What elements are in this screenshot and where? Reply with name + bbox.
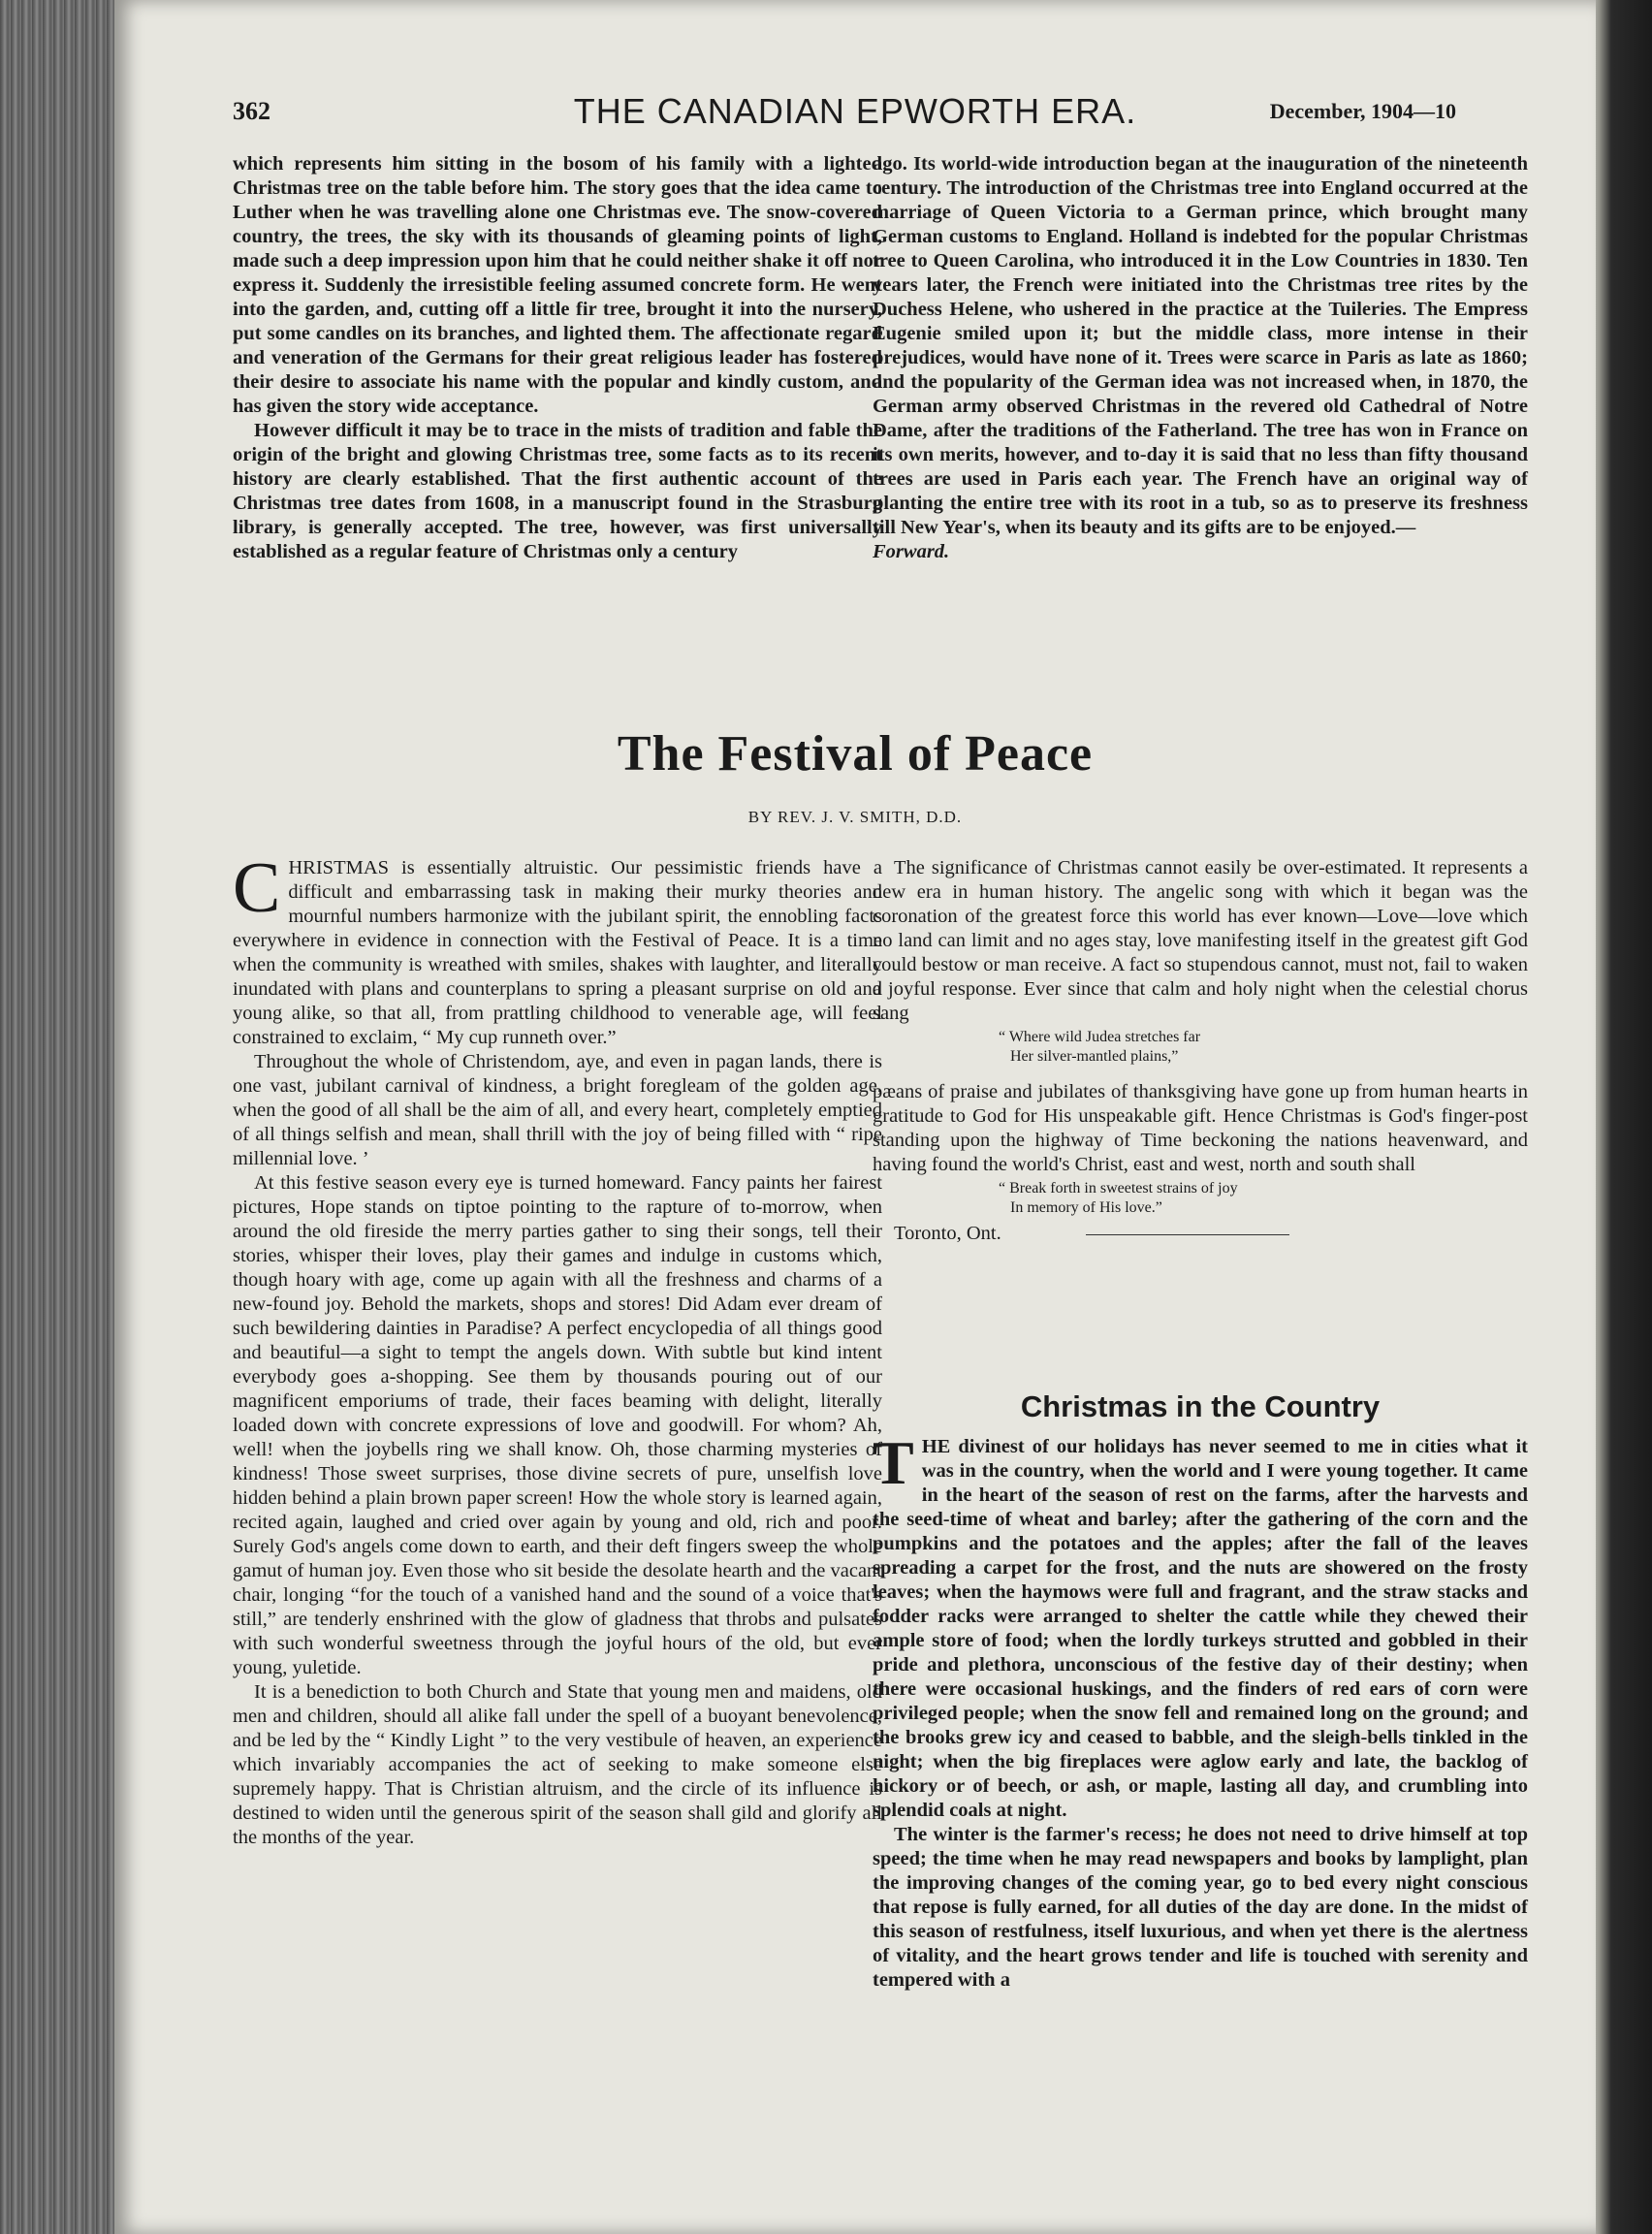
article-paragraph: The significance of Christmas cannot easily be over-estimated. It represents a new era in human history. The angelic song with which it began was the coronation of the greatest force this world has ever known—Love—love which no land can limit and no ages stay, love manifesting itself in the greatest gift God could bestow or man receive. A fact so stupendous cannot, must not, fail to waken a joyful response. Ever since that calm and holy night when the celestial chorus sang xyxy=(873,857,1528,1024)
article-paragraph: The winter is the farmer's recess; he does not need to drive himself at top speed; the time when he may read newspapers and books by lamplight, plan the improving changes of the coming year, go to bed every night conscious that repose is fully earned, for all duties of the day are done. In the midst of this season of restfulness, itself luxurious, and when yet there is the alertness of vitality, and the heart grows tender and life is touched with serenity and tempered with a xyxy=(873,1824,1528,1991)
article-paragraph: pæans of praise and jubilates of thanksgiving have gone up from human hearts in gratitude to God for His unspeakable gift. Hence Christmas is God's finger-post standing upon the highway of Time beckoning the nations heavenward, and having found the world's Christ, east and west, north and south shall xyxy=(873,1081,1528,1175)
article-paragraph: However difficult it may be to trace in the mists of tradition and fable the origin of the bright and glowing Christmas tree, some facts as to its recent history are clearly established. That the first authentic account of the Christmas tree dates from 1608, in a manuscript found in the Strasburg library, is generally accepted. The tree, however, was first universally established as a regular feature of Christmas only a century xyxy=(233,420,882,562)
article-byline: BY REV. J. V. SMITH, D.D. xyxy=(747,808,963,826)
magazine-title: THE CANADIAN EPWORTH ERA. xyxy=(573,91,1137,131)
section-divider xyxy=(1086,1234,1289,1235)
article-source: Forward. xyxy=(873,541,950,562)
signature: Toronto, Ont. xyxy=(894,1223,1001,1244)
page-number: 362 xyxy=(233,97,270,125)
article-paragraph: CHRISTMAS is essentially altruistic. Our pessimistic friends have a difficult and embarrassing task in making their murky theories and mournful numbers harmonize with the jubilant spirit, the ennobling facts everywhere in evidence in connection with the Festival of Peace. It is a time when the community is wreathed with smiles, shakes with laughter, and literally inundated with plans and counterplans to spring a pleasant surprise on old and young alike, so that all, from prattling childhood to venerable age, will feel constrained to exclaim, “ My cup runneth over.” xyxy=(233,848,882,1048)
article-paragraph: At this festive season every eye is turned homeward. Fancy paints her fairest pictures, Hope stands on tiptoe pointing to the rapture of to-morrow, when around the old fireside the merry parties gather to sing their songs, tell their stories, whisper their loves, play their games and indulge in customs which, though hoary with age, come up again with all the freshness and charms of a new-found joy. Behold the markets, shops and stores! Did Adam ever dream of such bewildering dainties in Paradise? A perfect encyclopedia of all things good and beautiful—a sight to tempt the angels down. With subtle but kind intent everybody goes a-shopping. See them by thousands pouring out of our magnificent emporiums of trade, their faces beaming with delight, literally loaded down with concrete expressions of love and goodwill. For whom? Ah, well! when the joybells ring we shall know. Oh, those charming mysteries of kindness! Those sweet surprises, those divine secrets of pure, unselfish love hidden behind a plain brown paper screen! How the whole story is learned again, recited again, laughed and cried over again by young and old, rich and poor. Surely God's angels come down to earth, and their deft fingers sweep the whole gamut of human joy. Even those who sit beside the desolate hearth and the vacant chair, longing “for the touch of a vanished hand and the sound of a voice that's still,” are tenderly enshrined with the glow of gladness that throbs and pulsates with such wonderful sweetness through the joyful hours of the old, but ever young, yuletide. xyxy=(233,1172,882,1678)
article-paragraph: Throughout the whole of Christendom, aye, and even in pagan lands, there is one vast, jubilant carnival of kindness, a bright foregleam of the golden age, when the good of all shall be the aim of all, and every heart, completely emptied of all things selfish and mean, shall thrill with the joy of being filled with “ ripe millennial love. ’ xyxy=(233,1051,882,1169)
article-paragraph: THE divinest of our holidays has never seemed to me in cities what it was in the country, when the world and I were young together. It came in the heart of the season of rest on the farms, after the harvests and the seed-time of wheat and barley; after the gathering of the corn and the pumpkins and the potatoes and the apples; after the fall of the leaves spreading a carpet for the frost, and the nuts are showered on the frosty leaves; when the haymows were full and fragrant, and the straw stacks and fodder racks were arranged to shelter the cattle while they chewed their ample store of food; when the lordly turkeys strutted and gobbled in their pride and plethora, unconscious of the festive day of their destiny; when there were occasional huskings, and the finders of red ears of corn were privileged people; when the snow fell and remained long on the ground; and the brooks grew icy and ceased to babble, and the sleigh-bells tinkled in the night; when the big fireplaces were aglow early and late, the backlog of hickory or of beech, or ash, or maple, lasting all day, and crumbling into splendid coals at night. xyxy=(873,1428,1528,1821)
issue-date: December, 1904—10 xyxy=(1269,99,1456,123)
article-paragraph: which represents him sitting in the bosom of his family with a lighted Christmas tree on the table before him. The story goes that the idea came to Luther when he was travelling alone one Christmas eve. The snow-covered country, the trees, the sky with its thousands of gleaming points of light, made such a deep impression upon him that he could neither shake it off nor express it. Suddenly the irresistible feeling assumed concrete form. He went into the garden, and, cutting off a little fir tree, brought it into the nursery, put some candles on its branches, and lighted them. The affectionate regard and veneration of the Germans for their great religious leader has fostered their desire to associate his name with the popular and kindly custom, and has given the story wide acceptance. xyxy=(233,153,882,417)
magazine-page xyxy=(114,0,1596,2234)
drop-cap: T xyxy=(873,1428,914,1497)
page-right-edge xyxy=(1590,0,1652,2234)
running-header xyxy=(114,91,1596,134)
article-title: The Festival of Peace xyxy=(617,726,1094,782)
festival-col1 xyxy=(233,848,882,1850)
article-paragraph: It is a benediction to both Church and State that young men and maidens, old men and children, should all alike fall under the spell of a buoyant benevolence, and be led by the “ Kindly Light ” to the very vestibule of heaven, an experience which invariably accompanies the act of seeking to make someone else supremely happy. That is Christian altruism, and the circle of its influence is destined to widen until the generous spirit of the season shall gild and glorify all the months of the year. xyxy=(233,1681,882,1848)
drop-cap: C xyxy=(233,848,281,928)
verse-quote: “ Where wild Judea stretches far Her silver-mantled plains,” xyxy=(999,1029,1201,1065)
christmas-tree-article-col1 xyxy=(233,152,882,564)
verse-quote: “ Break forth in sweetest strains of joy In memory of His love.” xyxy=(999,1180,1238,1216)
christmas-tree-article-col2 xyxy=(873,152,1528,564)
article-paragraph: ago. Its world-wide introduction began at the inauguration of the nineteenth century. The introduction of the Christmas tree into England occurred at the marriage of Queen Victoria to a German prince, which brought many German customs to England. Holland is indebted for the popular Christmas tree to Queen Carolina, who introduced it in the Low Countries in 1830. Ten years later, the French were initiated into the Christmas tree rites by the Duchess Helene, who ushered in the practice at the Tuileries. The Empress Eugenie smiled upon it; but the middle class, more intense in their prejudices, would have none of it. Trees were scarce in Paris as late as 1860; and the popularity of the German idea was not increased when, in 1870, the German army observed Christmas in the revered old Cathedral of Notre Dame, after the traditions of the Fatherland. The tree has won in France on its own merits, however, and to-day it is said that no less than fifty thousand trees are used in Paris each year. The French have an original way of planting the entire tree with its root in a tub, so as to preserve its freshness till New Year's, when its beauty and its gifts are to be enjoyed.— Forward. xyxy=(873,153,1528,562)
country-article xyxy=(873,1428,1528,1993)
festival-col2 xyxy=(873,856,1528,1244)
book-binding-edge xyxy=(0,0,124,2234)
section-title: Christmas in the Country xyxy=(1020,1389,1381,1423)
